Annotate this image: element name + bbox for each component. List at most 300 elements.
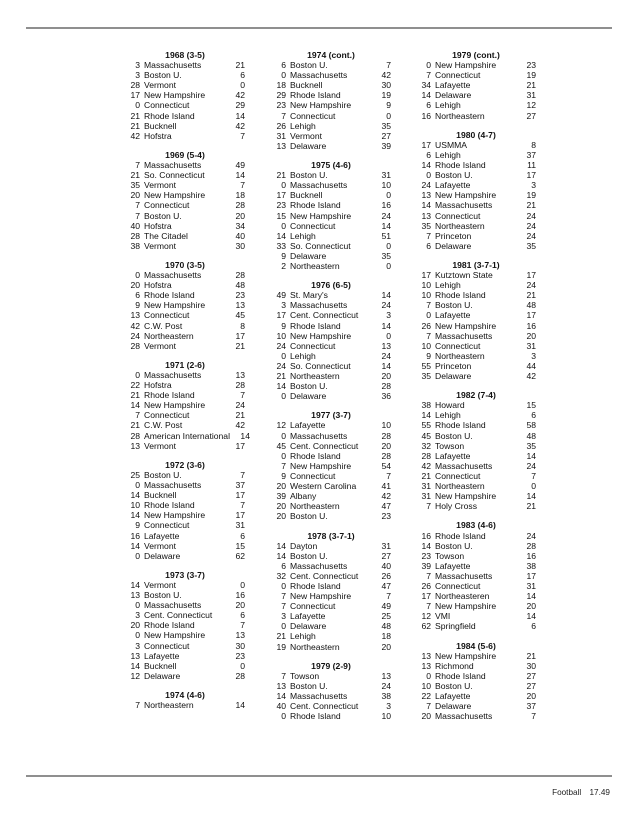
opponent-name: Bucknell <box>290 190 323 201</box>
opponent-name: Connecticut <box>435 470 481 481</box>
score-for: 0 <box>281 711 286 722</box>
opponent-name: Massachusetts <box>144 480 202 491</box>
score-against: 20 <box>526 601 536 612</box>
game-row <box>271 631 391 641</box>
score-for: 20 <box>130 620 140 631</box>
score-against: 27 <box>526 110 536 121</box>
score-for: 12 <box>130 670 140 681</box>
score-against: 30 <box>526 660 536 671</box>
score-against: 17 <box>235 440 245 451</box>
opponent-name: Lafayette <box>435 560 471 571</box>
score-for: 40 <box>130 220 140 231</box>
score-for: 0 <box>426 170 431 181</box>
game-row <box>271 121 391 131</box>
opponent-name: New Hampshire <box>435 491 497 502</box>
game-row <box>271 581 391 591</box>
score-for: 20 <box>276 481 286 492</box>
score-against: 3 <box>386 701 391 712</box>
season-block <box>271 410 391 521</box>
score-against: 28 <box>381 381 391 392</box>
score-for: 42 <box>130 130 140 141</box>
opponent-name: New Hampshire <box>144 630 206 641</box>
score-against: 25 <box>381 611 391 622</box>
score-for: 12 <box>421 611 431 622</box>
score-against: 7 <box>240 130 245 141</box>
score-against: 16 <box>526 550 536 561</box>
season-title: 1979 (cont.) <box>452 50 500 60</box>
opponent-name: Albany <box>290 491 317 502</box>
score-against: 31 <box>526 580 536 591</box>
score-against: 6 <box>531 621 536 632</box>
game-row <box>271 701 391 711</box>
score-against: 24 <box>526 210 536 221</box>
opponent-name: Lehigh <box>435 280 461 291</box>
score-for: 14 <box>421 90 431 101</box>
game-row <box>125 590 245 600</box>
opponent-name: Boston U. <box>435 680 473 691</box>
game-row <box>125 400 245 410</box>
game-row <box>125 70 245 80</box>
game-row <box>271 170 391 180</box>
score-against: 31 <box>526 340 536 351</box>
opponent-name: Hofstra <box>144 280 172 291</box>
game-row <box>271 642 391 652</box>
game-row <box>416 471 536 481</box>
opponent-name: Northeastern <box>435 110 485 121</box>
score-for: 16 <box>421 530 431 541</box>
opponent-name: Delaware <box>290 140 327 151</box>
opponent-name: Lehigh <box>435 410 461 421</box>
opponent-name: New Hampshire <box>435 601 497 612</box>
score-for: 24 <box>130 330 140 341</box>
game-row <box>125 580 245 590</box>
game-row <box>416 611 536 621</box>
game-row <box>271 441 391 451</box>
score-against: 24 <box>381 350 391 361</box>
score-for: 26 <box>276 120 286 131</box>
game-row <box>416 341 536 351</box>
score-for: 6 <box>426 240 431 251</box>
opponent-name: Vermont <box>144 240 177 251</box>
score-for: 7 <box>426 501 431 512</box>
score-for: 33 <box>276 240 286 251</box>
game-row <box>125 100 245 110</box>
score-for: 28 <box>130 230 140 241</box>
game-row <box>125 180 245 190</box>
score-for: 22 <box>130 380 140 391</box>
opponent-name: New Hampshire <box>435 60 497 71</box>
game-row <box>125 231 245 241</box>
season-title: 1971 (2-6) <box>165 359 205 370</box>
game-row <box>125 600 245 610</box>
score-against: 8 <box>531 139 536 150</box>
opponent-name: Cent. Connecticut <box>290 701 359 712</box>
game-row <box>271 491 391 501</box>
score-against: 15 <box>526 400 536 411</box>
score-against: 14 <box>235 700 245 711</box>
game-row <box>125 551 245 561</box>
score-against: 3 <box>531 350 536 361</box>
score-against: 47 <box>381 580 391 591</box>
opponent-name: Kutztown State <box>435 270 493 281</box>
opponent-name: Massachusetts <box>435 711 493 722</box>
season-block <box>271 280 391 401</box>
score-for: 10 <box>421 280 431 291</box>
season-block <box>125 460 245 561</box>
game-row <box>416 681 536 691</box>
opponent-name: Vermont <box>144 180 177 191</box>
opponent-name: Boston U. <box>290 60 328 71</box>
game-row <box>416 321 536 331</box>
opponent-name: New Hampshire <box>144 300 206 311</box>
score-for: 45 <box>276 440 286 451</box>
score-for: 14 <box>276 381 286 392</box>
score-for: 14 <box>421 540 431 551</box>
score-against: 13 <box>235 630 245 641</box>
score-for: 2 <box>281 260 286 271</box>
game-row <box>125 310 245 320</box>
opponent-name: Connecticut <box>435 340 481 351</box>
score-for: 0 <box>135 480 140 491</box>
score-against: 23 <box>235 290 245 301</box>
opponent-name: Cent. Connecticut <box>290 310 359 321</box>
season-block <box>416 641 536 722</box>
score-against: 14 <box>526 611 536 622</box>
opponent-name: Vermont <box>144 80 177 91</box>
opponent-name: Massachusetts <box>290 691 348 701</box>
score-against: 7 <box>386 591 391 602</box>
score-against: 7 <box>240 500 245 511</box>
score-against: 36 <box>381 391 391 402</box>
score-for: 0 <box>281 70 286 81</box>
score-against: 24 <box>526 220 536 231</box>
score-against: 0 <box>240 579 245 590</box>
game-row <box>125 160 245 170</box>
score-for: 55 <box>421 420 431 431</box>
opponent-name: Vermont <box>144 440 177 451</box>
game-row <box>416 200 536 210</box>
score-against: 0 <box>386 260 391 271</box>
game-row <box>125 190 245 200</box>
opponent-name: Massachusetts <box>435 200 493 211</box>
score-against: 14 <box>526 491 536 502</box>
game-row <box>271 211 391 221</box>
season-title: 1976 (6-5) <box>311 280 351 291</box>
score-for: 24 <box>276 340 286 351</box>
opponent-name: Delaware <box>290 621 327 632</box>
opponent-name: Rhode Island <box>435 670 486 681</box>
score-for: 10 <box>421 340 431 351</box>
opponent-name: New Hampshire <box>290 591 352 602</box>
score-against: 14 <box>526 450 536 461</box>
opponent-name: Delaware <box>435 90 472 101</box>
opponent-name: Connecticut <box>290 470 336 481</box>
score-against: 24 <box>526 230 536 241</box>
game-row <box>416 651 536 661</box>
opponent-name: Massachusetts <box>290 70 348 81</box>
score-against: 23 <box>235 650 245 661</box>
score-for: 35 <box>130 180 140 191</box>
opponent-name: Rhode Island <box>290 580 341 591</box>
score-for: 0 <box>426 60 431 71</box>
opponent-name: Rhode Island <box>144 390 195 401</box>
opponent-name: Connecticut <box>290 340 336 351</box>
score-against: 21 <box>526 80 536 91</box>
opponent-name: Boston U. <box>290 680 328 691</box>
score-against: 35 <box>526 440 536 451</box>
score-against: 27 <box>381 130 391 141</box>
opponent-name: Boston U. <box>435 540 473 551</box>
score-against: 21 <box>235 60 245 71</box>
game-row <box>125 111 245 121</box>
game-row <box>416 90 536 100</box>
game-row <box>271 80 391 90</box>
opponent-name: Boston U. <box>144 469 182 480</box>
opponent-name: Vermont <box>290 130 323 141</box>
score-for: 21 <box>130 110 140 121</box>
game-row <box>125 221 245 231</box>
score-against: 16 <box>526 320 536 331</box>
opponent-name: Boston U. <box>290 550 328 561</box>
game-row <box>271 241 391 251</box>
score-for: 39 <box>276 491 286 502</box>
game-row <box>125 200 245 210</box>
score-for: 21 <box>130 390 140 401</box>
score-against: 30 <box>381 80 391 91</box>
score-against: 35 <box>381 120 391 131</box>
season-title: 1972 (3-6) <box>165 459 205 470</box>
opponent-name: Lafayette <box>144 650 180 661</box>
score-for: 3 <box>135 60 140 71</box>
opponent-name: Delaware <box>435 371 472 381</box>
score-against: 13 <box>235 370 245 380</box>
game-row <box>416 160 536 170</box>
game-row <box>125 620 245 630</box>
game-row <box>416 190 536 200</box>
opponent-name: Boston U. <box>290 170 328 181</box>
game-row <box>416 691 536 701</box>
score-against: 31 <box>381 540 391 551</box>
score-for: 14 <box>130 540 140 551</box>
score-for: 23 <box>421 550 431 561</box>
opponent-name: Princeton <box>435 360 472 371</box>
game-row <box>416 601 536 611</box>
score-for: 3 <box>135 70 140 81</box>
score-against: 17 <box>526 570 536 581</box>
score-for: 0 <box>281 580 286 591</box>
score-against: 28 <box>381 450 391 461</box>
score-for: 28 <box>130 80 140 91</box>
season-title: 1981 (3-7-1) <box>452 259 500 270</box>
game-row <box>125 490 245 500</box>
game-row <box>271 231 391 241</box>
opponent-name: Delaware <box>144 670 181 681</box>
score-for: 14 <box>130 490 140 501</box>
score-for: 14 <box>276 540 286 551</box>
score-against: 54 <box>381 460 391 471</box>
game-row <box>416 420 536 430</box>
opponent-name: New Hampshire <box>290 100 352 111</box>
opponent-name: Massachusetts <box>290 430 348 441</box>
column-1 <box>125 50 250 719</box>
score-for: 28 <box>130 340 140 351</box>
opponent-name: Connecticut <box>435 580 481 591</box>
score-for: 21 <box>276 631 286 642</box>
score-against: 19 <box>381 90 391 101</box>
opponent-name: Vermont <box>144 579 177 590</box>
opponent-name: Connecticut <box>144 310 190 321</box>
score-for: 13 <box>130 590 140 601</box>
season-title: 1974 (4-6) <box>165 690 205 700</box>
score-for: 9 <box>281 250 286 261</box>
game-row <box>125 661 245 671</box>
score-against: 17 <box>235 490 245 501</box>
score-for: 13 <box>276 680 286 691</box>
score-for: 7 <box>135 160 140 171</box>
game-row <box>125 531 245 541</box>
game-row <box>271 431 391 441</box>
game-row <box>125 671 245 681</box>
score-against: 26 <box>381 570 391 581</box>
season-title: 1973 (3-7) <box>165 569 205 580</box>
score-against: 20 <box>526 691 536 701</box>
game-row <box>125 480 245 490</box>
score-for: 0 <box>135 100 140 111</box>
score-against: 28 <box>235 200 245 211</box>
score-for: 31 <box>276 130 286 141</box>
opponent-name: VMI <box>435 611 451 622</box>
opponent-name: New Hampshire <box>144 190 206 201</box>
score-for: 20 <box>276 501 286 512</box>
game-row <box>271 501 391 511</box>
game-row <box>125 211 245 221</box>
opponent-name: Northeasteren <box>435 591 490 602</box>
opponent-name: Connecticut <box>144 520 190 531</box>
score-against: 48 <box>526 430 536 441</box>
score-for: 21 <box>130 170 140 181</box>
score-for: 9 <box>135 520 140 531</box>
game-row <box>271 681 391 691</box>
game-row <box>271 111 391 121</box>
score-against: 44 <box>526 360 536 371</box>
opponent-name: Connecticut <box>144 640 190 651</box>
game-row <box>416 541 536 551</box>
footer-page-number: 17.49 <box>589 788 610 797</box>
opponent-name: Lehigh <box>290 230 316 241</box>
opponent-name: Towson <box>435 550 465 561</box>
game-row <box>125 510 245 520</box>
opponent-name: Northeastern <box>290 371 340 381</box>
opponent-name: Rhode Island <box>290 90 341 101</box>
score-against: 0 <box>386 110 391 121</box>
opponent-name: Delaware <box>435 701 472 712</box>
score-for: 38 <box>130 240 140 251</box>
game-row <box>416 310 536 320</box>
opponent-name: Northeastern <box>144 330 194 341</box>
score-for: 28 <box>130 430 140 441</box>
score-against: 6 <box>240 530 245 541</box>
game-row <box>271 310 391 320</box>
game-row <box>416 280 536 290</box>
game-row <box>271 571 391 581</box>
game-row <box>271 471 391 481</box>
game-row <box>271 341 391 351</box>
opponent-name: Bucknell <box>144 660 177 671</box>
score-for: 7 <box>426 570 431 581</box>
score-against: 49 <box>381 601 391 612</box>
score-against: 24 <box>381 210 391 221</box>
season-title: 1969 (5-4) <box>165 149 205 160</box>
game-row <box>416 410 536 420</box>
score-against: 42 <box>381 491 391 502</box>
score-for: 14 <box>130 510 140 521</box>
opponent-name: St. Mary's <box>290 290 328 301</box>
opponent-name: Boston U. <box>290 511 328 522</box>
score-against: 18 <box>235 190 245 201</box>
opponent-name: Delaware <box>290 250 327 261</box>
game-row <box>416 571 536 581</box>
score-against: 0 <box>240 80 245 91</box>
score-for: 22 <box>421 691 431 701</box>
game-row <box>416 671 536 681</box>
season-title: 1979 (2-9) <box>311 660 351 671</box>
game-row <box>125 410 245 420</box>
opponent-name: Rhode Island <box>144 620 195 631</box>
score-for: 31 <box>421 491 431 502</box>
score-against: 0 <box>386 190 391 201</box>
score-for: 17 <box>130 90 140 101</box>
score-for: 42 <box>421 460 431 471</box>
score-for: 15 <box>276 210 286 221</box>
opponent-name: New Hampshire <box>435 190 497 201</box>
opponent-name: Bucknell <box>144 120 177 131</box>
score-against: 40 <box>381 560 391 571</box>
score-for: 7 <box>135 200 140 211</box>
score-against: 17 <box>526 270 536 281</box>
score-against: 38 <box>526 560 536 571</box>
game-row <box>416 361 536 371</box>
score-for: 3 <box>281 611 286 622</box>
game-row <box>271 90 391 100</box>
opponent-name: Rhode Island <box>435 530 486 541</box>
game-row <box>271 711 391 721</box>
season-title: 1984 (5-6) <box>456 640 496 651</box>
game-row <box>416 591 536 601</box>
score-for: 10 <box>421 680 431 691</box>
opponent-name: Massachusetts <box>290 180 348 191</box>
game-row <box>271 541 391 551</box>
score-for: 0 <box>281 621 286 632</box>
game-row <box>416 150 536 160</box>
opponent-name: Rhode Island <box>290 711 341 722</box>
season-block <box>271 531 391 652</box>
opponent-name: Lafayette <box>435 450 471 461</box>
opponent-name: Massachusetts <box>144 60 202 71</box>
score-against: 21 <box>235 340 245 351</box>
opponent-name: Delaware <box>144 550 181 561</box>
score-against: 24 <box>381 680 391 691</box>
opponent-name: Boston U. <box>435 170 473 181</box>
score-for: 14 <box>276 550 286 561</box>
score-for: 14 <box>421 410 431 421</box>
score-for: 7 <box>426 70 431 81</box>
score-for: 9 <box>281 470 286 481</box>
score-against: 20 <box>381 371 391 381</box>
score-for: 21 <box>130 420 140 431</box>
score-for: 24 <box>276 360 286 371</box>
game-row <box>416 581 536 591</box>
score-for: 39 <box>421 560 431 571</box>
